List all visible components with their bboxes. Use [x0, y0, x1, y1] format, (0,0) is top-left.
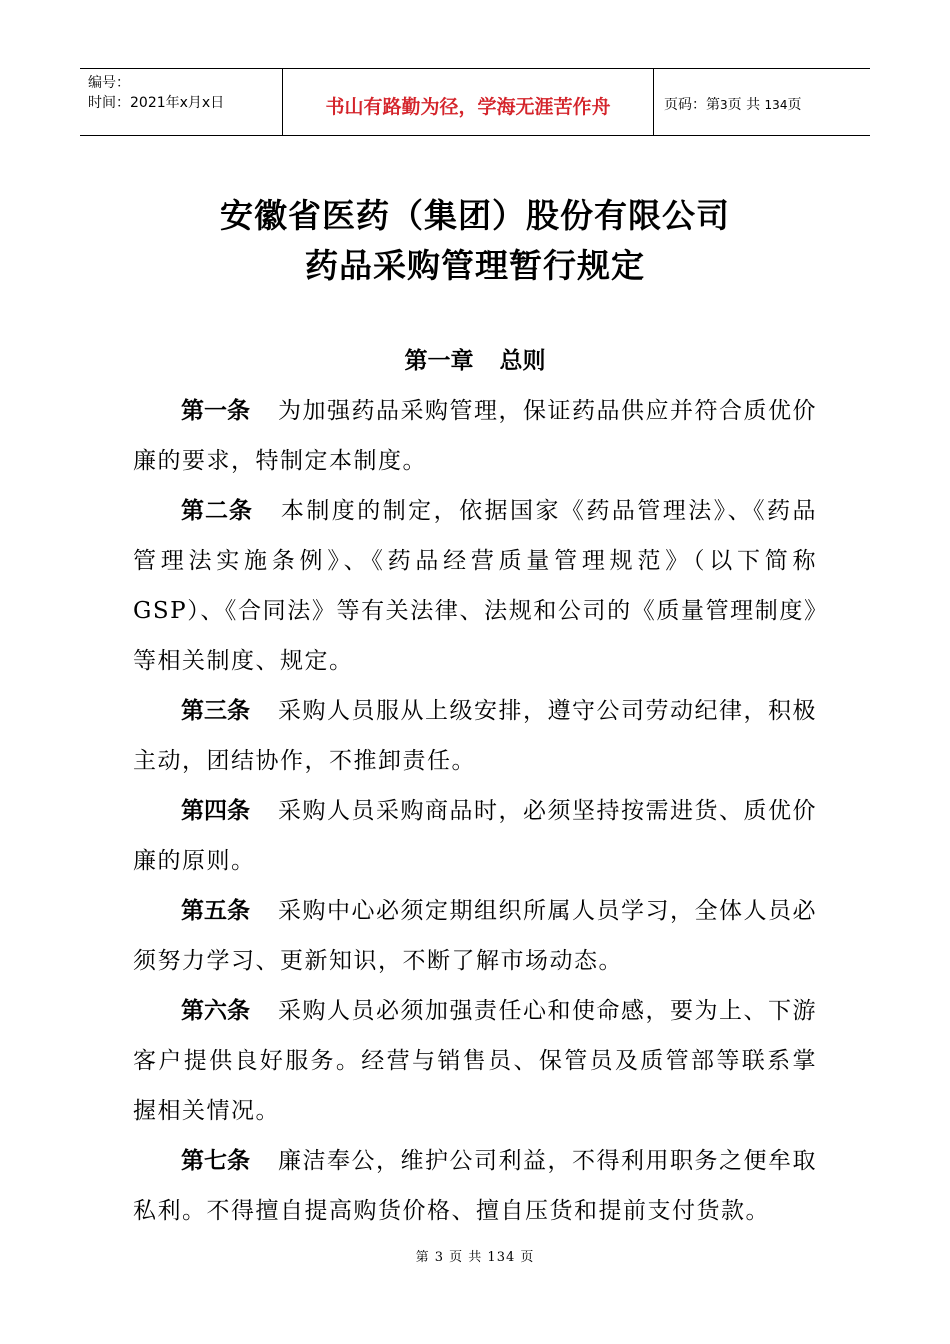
- article-text: 为加强药品采购管理，保证药品供应并符合质优价廉的要求，特制定本制度。: [133, 398, 817, 474]
- article: [133, 386, 817, 486]
- article: [133, 486, 817, 686]
- article-label: 第一条: [181, 398, 250, 424]
- article-text: 本制度的制定，依据国家《药品管理法》、《药品管理法实施条例》、《药品经营质量管理规范》（以下简称GSP）、《合同法》等有关法律、法规和公司的《质量管理制度》等相关制度、规定。: [133, 498, 817, 674]
- header-motto-text: 书山有路勤为径，学海无涯苦作舟: [325, 95, 611, 118]
- document-body: [133, 386, 817, 1236]
- chapter-number: 第一章: [404, 348, 474, 374]
- header-page-info: [654, 69, 870, 135]
- article-label: 第四条: [181, 798, 250, 824]
- header-motto: [282, 69, 654, 135]
- header-time-label: 时间：2021年x月x日: [88, 95, 225, 111]
- header-page-prefix: 页码：第: [664, 97, 720, 113]
- chapter-heading: [0, 342, 950, 375]
- document-title-line2: 药品采购管理暂行规定: [305, 246, 645, 285]
- article-text: 采购人员采购商品时，必须坚持按需进货、质优价廉的原则。: [133, 798, 817, 874]
- article-label: 第三条: [181, 698, 250, 724]
- article-label: 第六条: [181, 998, 250, 1024]
- article: [133, 686, 817, 786]
- article: [133, 886, 817, 986]
- article: [133, 786, 817, 886]
- chapter-name: 总则: [499, 348, 546, 374]
- article-label: 第五条: [181, 898, 250, 924]
- header-page-suffix: 页: [787, 97, 802, 113]
- header-code-label: 编号：: [88, 75, 130, 91]
- article-label: 第七条: [181, 1148, 250, 1174]
- page-footer: [0, 1246, 950, 1265]
- article-text: 廉洁奉公，维护公司利益，不得利用职务之便牟取私利。不得擅自提高购货价格、擅自压货和提前支付货款。: [133, 1148, 817, 1224]
- article: [133, 1136, 817, 1236]
- header-page-mid: 页 共: [727, 97, 761, 113]
- header-page-total: 134: [764, 98, 788, 112]
- page-header: [80, 68, 870, 136]
- footer-page-number: 第 3 页 共 134 页: [415, 1250, 535, 1265]
- header-page-line: [664, 94, 870, 114]
- header-page-num: 3: [720, 98, 728, 112]
- document-title-line1: 安徽省医药（集团）股份有限公司: [220, 196, 730, 235]
- article-label: 第二条: [181, 498, 253, 524]
- header-meta: [80, 69, 282, 135]
- article: [133, 986, 817, 1136]
- article-text: 采购人员必须加强责任心和使命感，要为上、下游客户提供良好服务。经营与销售员、保管员及质管部等联系掌握相关情况。: [133, 998, 817, 1124]
- article-text: 采购中心必须定期组织所属人员学习，全体人员必须努力学习、更新知识，不断了解市场动态。: [133, 898, 817, 974]
- article-text: 采购人员服从上级安排，遵守公司劳动纪律，积极主动，团结协作，不推卸责任。: [133, 698, 817, 774]
